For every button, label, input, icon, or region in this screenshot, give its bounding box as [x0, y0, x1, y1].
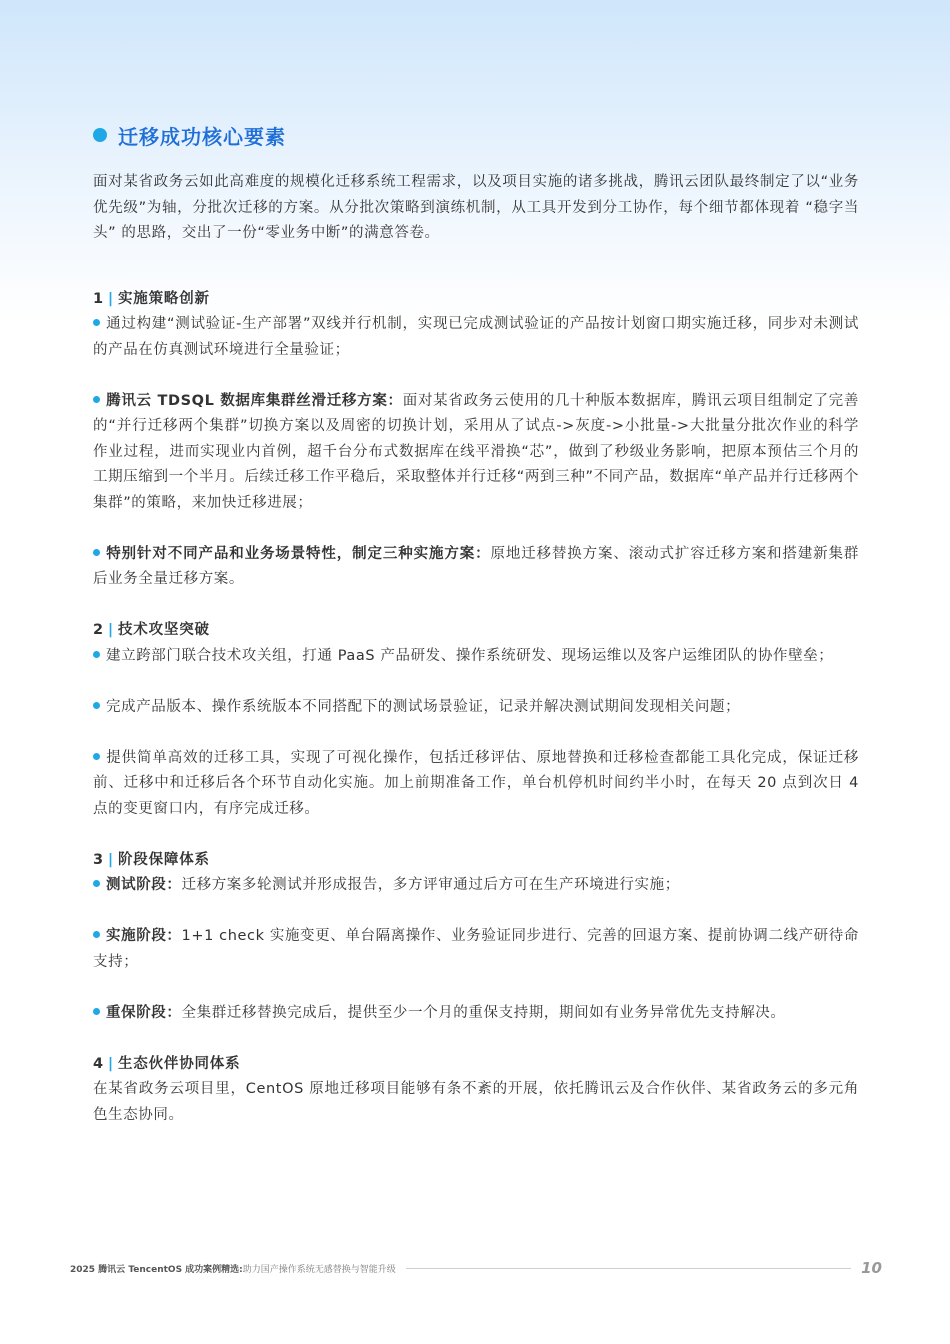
- page-number: 10: [861, 1259, 882, 1277]
- footer-divider: [406, 1268, 851, 1269]
- list-item-text: 通过构建“测试验证-生产部署”双线并行机制，实现已完成测试验证的产品按计划窗口期实施迁移，同步对未测试的产品在仿真测试环境进行全量验证；: [93, 316, 859, 358]
- bullet-dot-icon: [93, 396, 100, 403]
- section-number: 4: [93, 1055, 104, 1072]
- bullet-dot-icon: [93, 651, 100, 658]
- intro-paragraph: 面对某省政务云如此高难度的规模化迁移系统工程需求，以及项目实施的诸多挑战，腾讯云团队最终制定了以“业务优先级”为轴，分批次迁移的方案。从分批次策略到演练机制，从工具开发到分工协作，每个细节都体现着 “稳字当头” 的思路，交出了一份“零业务中断”的满意答卷。: [93, 174, 859, 241]
- bullet-dot-icon: [93, 549, 100, 556]
- list-item: [93, 312, 859, 363]
- divider-bar: |: [107, 622, 114, 638]
- list-item-text: 建立跨部门联合技术攻关组，打通 PaaS 产品研发、操作系统研发、现场运维以及客户运维团队的协作壁垒；: [106, 647, 834, 664]
- section-title-text: 技术攻坚突破: [118, 622, 210, 638]
- list-item-label: 腾讯云 TDSQL 数据库集群丝滑迁移方案：: [106, 392, 403, 409]
- section-title-2: [93, 618, 859, 644]
- list-item-text: 原地迁移替换方案、滚动式扩容迁移方案和搭建新集群后业务全量迁移方案。: [93, 545, 859, 587]
- section-number: 1: [93, 290, 104, 307]
- list-item-text: 面对某省政务云使用的几十种版本数据库，腾讯云项目组制定了完善的“并行迁移两个集群”切换方案以及周密的切换计划，采用从了试点->灰度->小批量->大批量分批次作业的科学作业过程，进而实现业内首例，超千台分布式数据库在线平滑换“芯”，做到了秒级业务影响，把原本预估三个月的工期压缩到一个半月。后续迁移工作平稳后，采取整体并行迁移“两到三种”不同产品，数据库“单产品并行迁移两个集群”的策略，来加快迁移进展；: [93, 392, 859, 511]
- list-item-text: 1+1 check 实施变更、单台隔离操作、业务验证同步进行、完善的回退方案、提前协调二线产研待命支持；: [93, 928, 859, 970]
- bullet-dot-icon: [93, 880, 100, 887]
- list-item: [93, 644, 859, 670]
- bullet-dot-icon: [93, 753, 100, 760]
- divider-bar: |: [107, 851, 114, 868]
- bullet-dot-icon: [93, 1008, 100, 1015]
- section-title-text: 阶段保障体系: [118, 851, 210, 868]
- list-item: [93, 695, 859, 721]
- heading-bullet-icon: [93, 128, 107, 142]
- list-item-text: 提供简单高效的迁移工具，实现了可视化操作，包括迁移评估、原地替换和迁移检查都能工具化完成，保证迁移前、迁移中和迁移后各个环节自动化实施。加上前期准备工作，单台机停机时间约半小时，在每天 20 点到次日 4 点的变更窗口内，有序完成迁移。: [93, 749, 859, 817]
- list-item-label: 重保阶段：: [106, 1004, 182, 1021]
- list-item-label: 特别针对不同产品和业务场景特性，制定三种实施方案：: [106, 545, 491, 562]
- footer-caption: [70, 1262, 396, 1275]
- list-item: [93, 746, 859, 823]
- divider-bar: |: [107, 1055, 114, 1072]
- section-heading: [93, 118, 859, 152]
- page-content: [93, 118, 859, 1128]
- list-item-text: 迁移方案多轮测试并形成报告，多方评审通过后方可在生产环境进行实施；: [181, 877, 680, 893]
- bullet-dot-icon: [93, 702, 100, 709]
- section-paragraph: 在某省政务云项目里，CentOS 原地迁移项目能够有条不紊的开展，依托腾讯云及合作伙伴、某省政务云的多元角色生态协同。: [93, 1081, 859, 1123]
- list-item: [93, 542, 859, 593]
- bullet-dot-icon: [93, 931, 100, 938]
- list-item-text: 全集群迁移替换完成后，提供至少一个月的重保支持期，期间如有业务异常优先支持解决。: [181, 1004, 786, 1021]
- section-number: 3: [93, 851, 104, 868]
- list-item-label: 实施阶段：: [106, 928, 182, 944]
- footer-caption-text: 助力国产操作系统无感替换与智能升级: [242, 1264, 396, 1275]
- section-number: 2: [93, 622, 104, 638]
- divider-bar: |: [107, 290, 114, 307]
- section-title-1: [93, 287, 859, 313]
- list-item: [93, 1001, 859, 1027]
- list-item: [93, 873, 859, 899]
- page-title: 迁移成功核心要素: [118, 124, 286, 149]
- section-title-3: [93, 848, 859, 874]
- bullet-dot-icon: [93, 319, 100, 326]
- list-item: [93, 389, 859, 517]
- list-item-label: 测试阶段：: [106, 877, 182, 893]
- page-footer: [70, 1258, 882, 1278]
- section-title-text: 生态伙伴协同体系: [118, 1055, 241, 1072]
- list-item: [93, 924, 859, 975]
- footer-caption-bold: 2025 腾讯云 TencentOS 成功案例精选:: [70, 1264, 243, 1275]
- list-item-text: 完成产品版本、操作系统版本不同搭配下的测试场景验证，记录并解决测试期间发现相关问题；: [106, 698, 741, 715]
- section-title-text: 实施策略创新: [118, 290, 210, 307]
- section-title-4: [93, 1052, 859, 1078]
